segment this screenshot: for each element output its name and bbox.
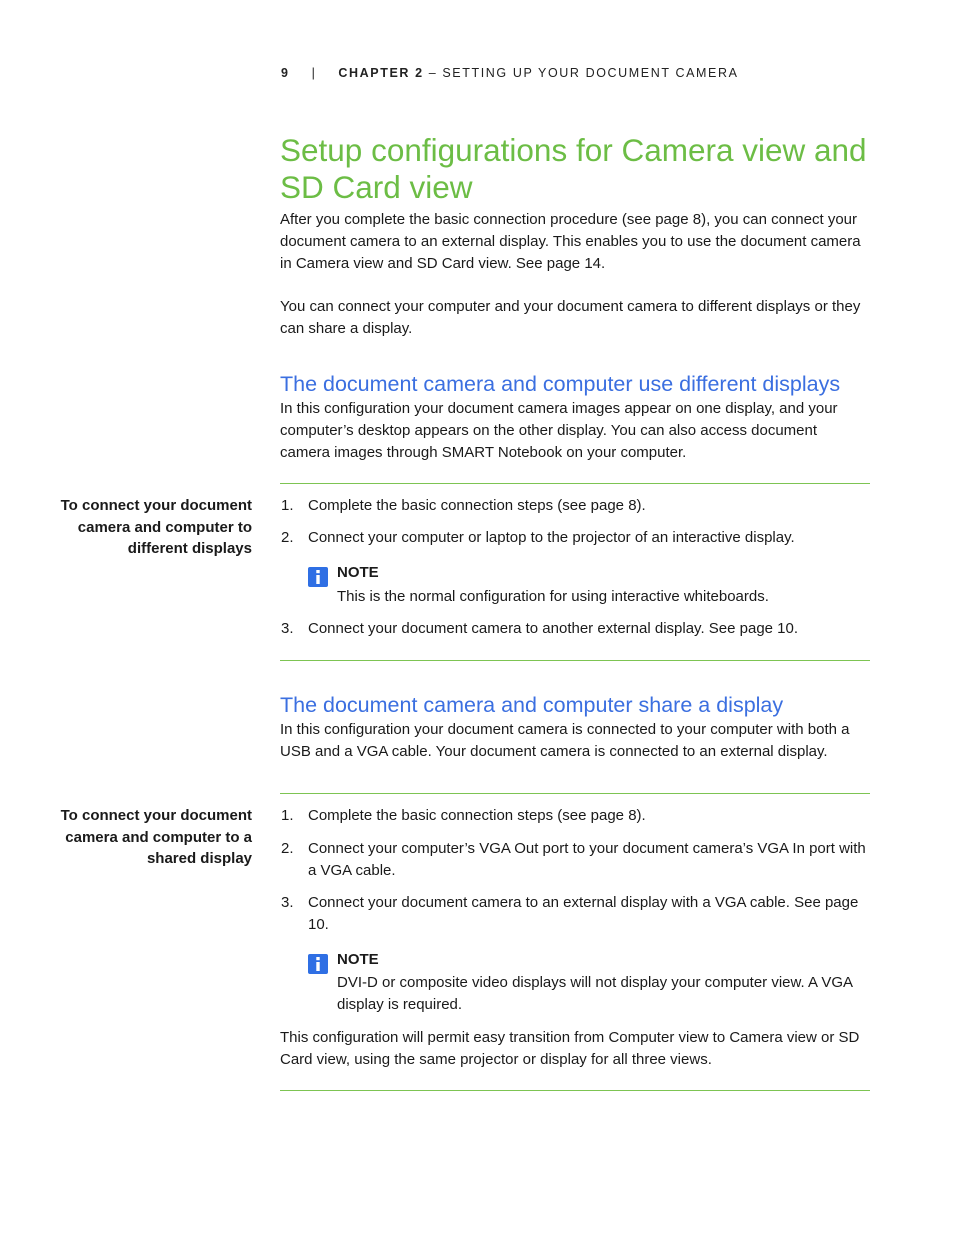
- procedure-label-different-displays: To connect your document camera and computer to different displays: [60, 497, 252, 558]
- section2-paragraph: In this configuration your document camera is connected to your computer with both a USB and a VGA cable. Your document camera is connected to an external display.: [280, 721, 850, 760]
- section2-top-rule: [280, 793, 870, 794]
- info-icon: [308, 567, 328, 587]
- section1-paragraph: In this configuration your document camera images appear on one display, and your computer’s desktop appears on the other display. You can also access document camera images through SMART Notebook on your computer.: [280, 400, 838, 461]
- page-number: 9: [281, 66, 290, 80]
- step-text: Connect your computer’s VGA Out port to your document camera’s VGA In port with a VGA cable.: [308, 840, 866, 879]
- step-number: 2.: [281, 840, 294, 857]
- note-title: NOTE: [337, 951, 379, 968]
- intro-paragraph-2: You can connect your computer and your document camera to different displays or they can share a display.: [280, 298, 861, 337]
- section-heading-share-display: The document camera and computer share a display: [280, 693, 784, 717]
- closing-paragraph: This configuration will permit easy transition from Computer view to Camera view or SD Card view, using the same projector or display for all three views.: [280, 1029, 860, 1068]
- note-text: This is the normal configuration for using interactive whiteboards.: [337, 588, 769, 605]
- intro-paragraph-1: After you complete the basic connection procedure (see page 8), you can connect your document camera to an external display. This enables you to use the document camera in Camera view and SD Card view. See page 14.: [280, 211, 861, 272]
- step-text: Complete the basic connection steps (see page 8).: [308, 807, 646, 824]
- step-number: 1.: [281, 807, 294, 824]
- procedure-label-shared-display: To connect your document camera and computer to a shared display: [60, 807, 252, 868]
- step-text: Connect your computer or laptop to the projector of an interactive display.: [308, 529, 795, 546]
- chapter-title: – SETTING UP YOUR DOCUMENT CAMERA: [428, 66, 739, 80]
- step-text: Complete the basic connection steps (see page 8).: [308, 497, 646, 514]
- step-text: Connect your document camera to another external display. See page 10.: [308, 620, 799, 637]
- section1-top-rule: [280, 483, 870, 484]
- step-number: 1.: [281, 497, 294, 514]
- section1-bottom-rule: [280, 660, 870, 661]
- step-number: 3.: [281, 620, 294, 637]
- note-text: DVI-D or composite video displays will not display your computer view. A VGA display is required.: [337, 974, 853, 1013]
- header-separator: |: [311, 66, 317, 80]
- section-heading-different-displays: The document camera and computer use different displays: [280, 372, 841, 396]
- chapter-label: CHAPTER 2: [338, 66, 424, 80]
- running-header: [281, 66, 739, 80]
- step-number: 2.: [281, 529, 294, 546]
- info-icon: [308, 954, 328, 974]
- note-title: NOTE: [337, 564, 379, 581]
- step-text: Connect your document camera to an external display with a VGA cable. See page 10.: [308, 894, 859, 933]
- step-number: 3.: [281, 894, 294, 911]
- page-title: Setup configurations for Camera view and SD Card view: [280, 132, 867, 205]
- section2-bottom-rule: [280, 1090, 870, 1091]
